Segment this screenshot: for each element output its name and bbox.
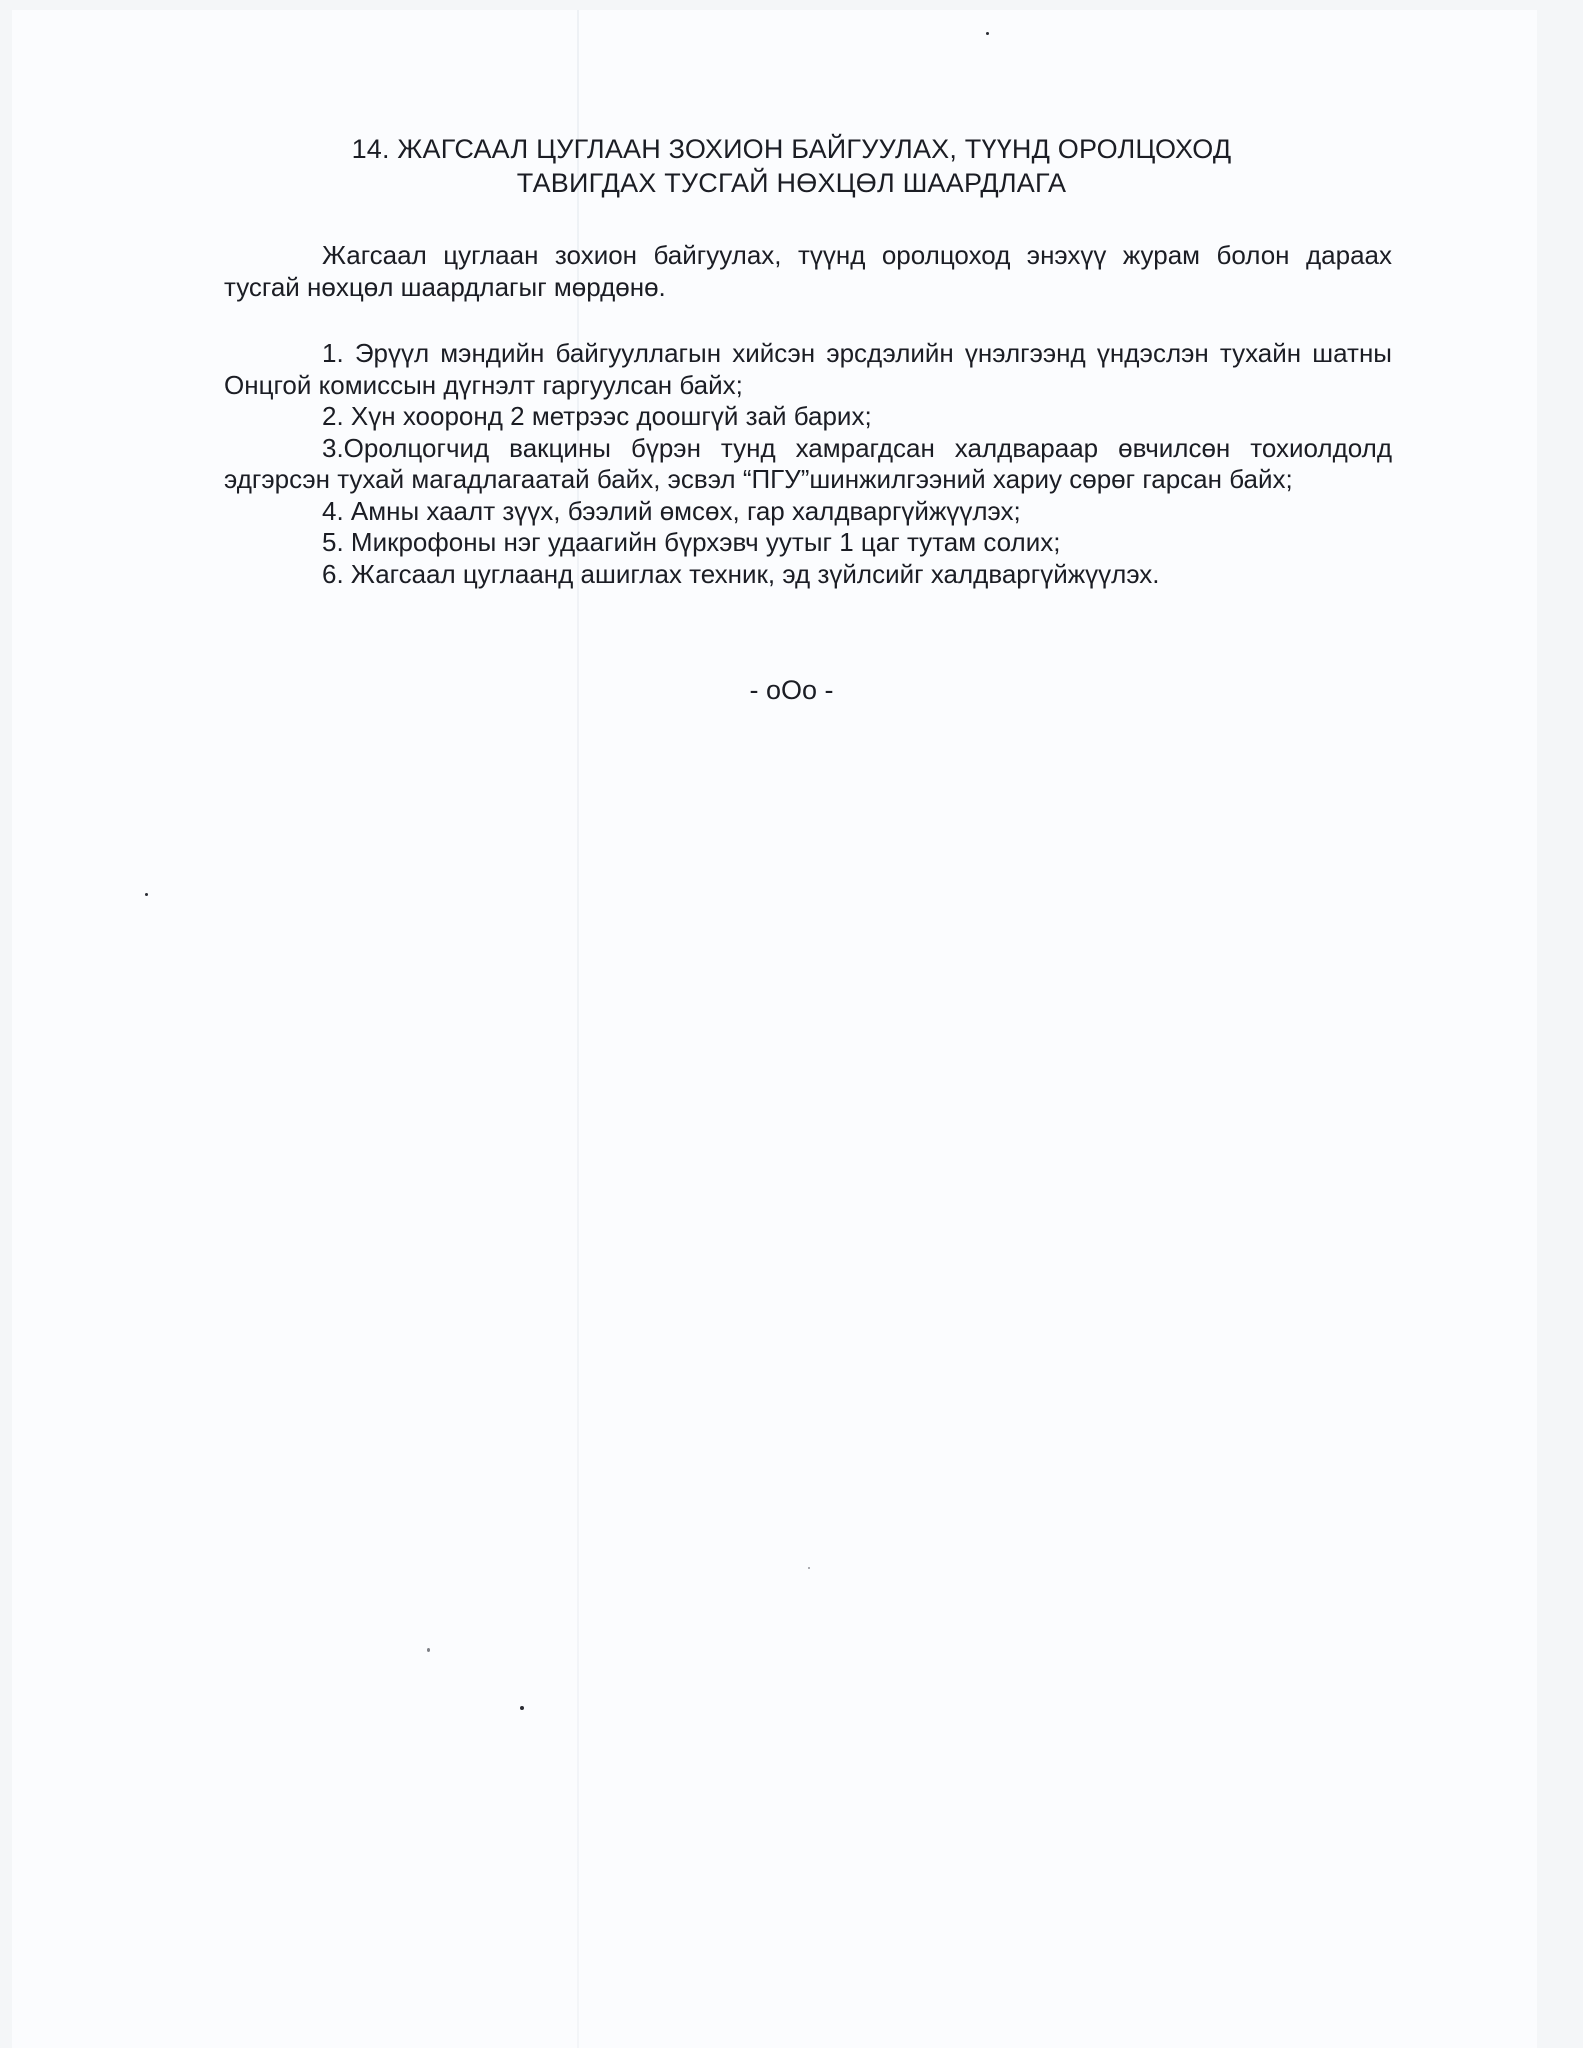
scan-speck (808, 1567, 810, 1569)
intro-paragraph (224, 240, 1392, 303)
scan-speck (986, 32, 989, 35)
scan-speck (427, 1648, 430, 1652)
requirements-list (224, 338, 1392, 590)
title-line-2: ТАВИГДАХ ТУСГАЙ НӨХЦӨЛ ШААРДЛАГА (516, 168, 1067, 198)
list-item: 3.Оролцогчид вакцины бүрэн тунд хамрагдсан халдвараар өвчилсөн тохиолдолд эдгэрсэн тухай магадлагаатай байх, эсвэл “ПГУ”шинжилгээний хариу сөрөг гарсан байх; (224, 432, 1392, 494)
intro-text: Жагсаал цуглаан зохион байгуулах, түүнд оролцоход энэхүү журам болон дараах тусгай нөхцөл шаардлагыг мөрдөнө. (224, 240, 1392, 302)
list-item: 6. Жагсаал цуглаанд ашиглах техник, эд зүйлсийг халдваргүйжүүлэх. (322, 558, 1160, 589)
scan-speck (145, 893, 148, 896)
scanned-page (12, 10, 1537, 2048)
list-item: 5. Микрофоны нэг удаагийн бүрхэвч уутыг 1 цаг тутам солих; (322, 527, 1061, 557)
page-fold-line (577, 10, 579, 2048)
list-item: 4. Амны хаалт зүүх, бээлий өмсөх, гар халдваргүйжүүлэх; (322, 495, 1021, 526)
closing-mark: - оОо - (749, 675, 834, 705)
list-item: 1. Эрүүл мэндийн байгууллагын хийсэн эрсдэлийн үнэлгээнд үндэслэн тухайн шатны Онцгой комиссын дүгнэлт гаргуулсан байх; (224, 338, 1392, 400)
document-title (0, 132, 1583, 200)
title-line-1: 14. ЖАГСААЛ ЦУГЛААН ЗОХИОН БАЙГУУЛАХ, ТҮҮНД ОРОЛЦОХОД (351, 134, 1232, 164)
scan-speck (520, 1706, 524, 1710)
list-item: 2. Хүн хооронд 2 метрээс доошгүй зай барих; (322, 401, 872, 431)
